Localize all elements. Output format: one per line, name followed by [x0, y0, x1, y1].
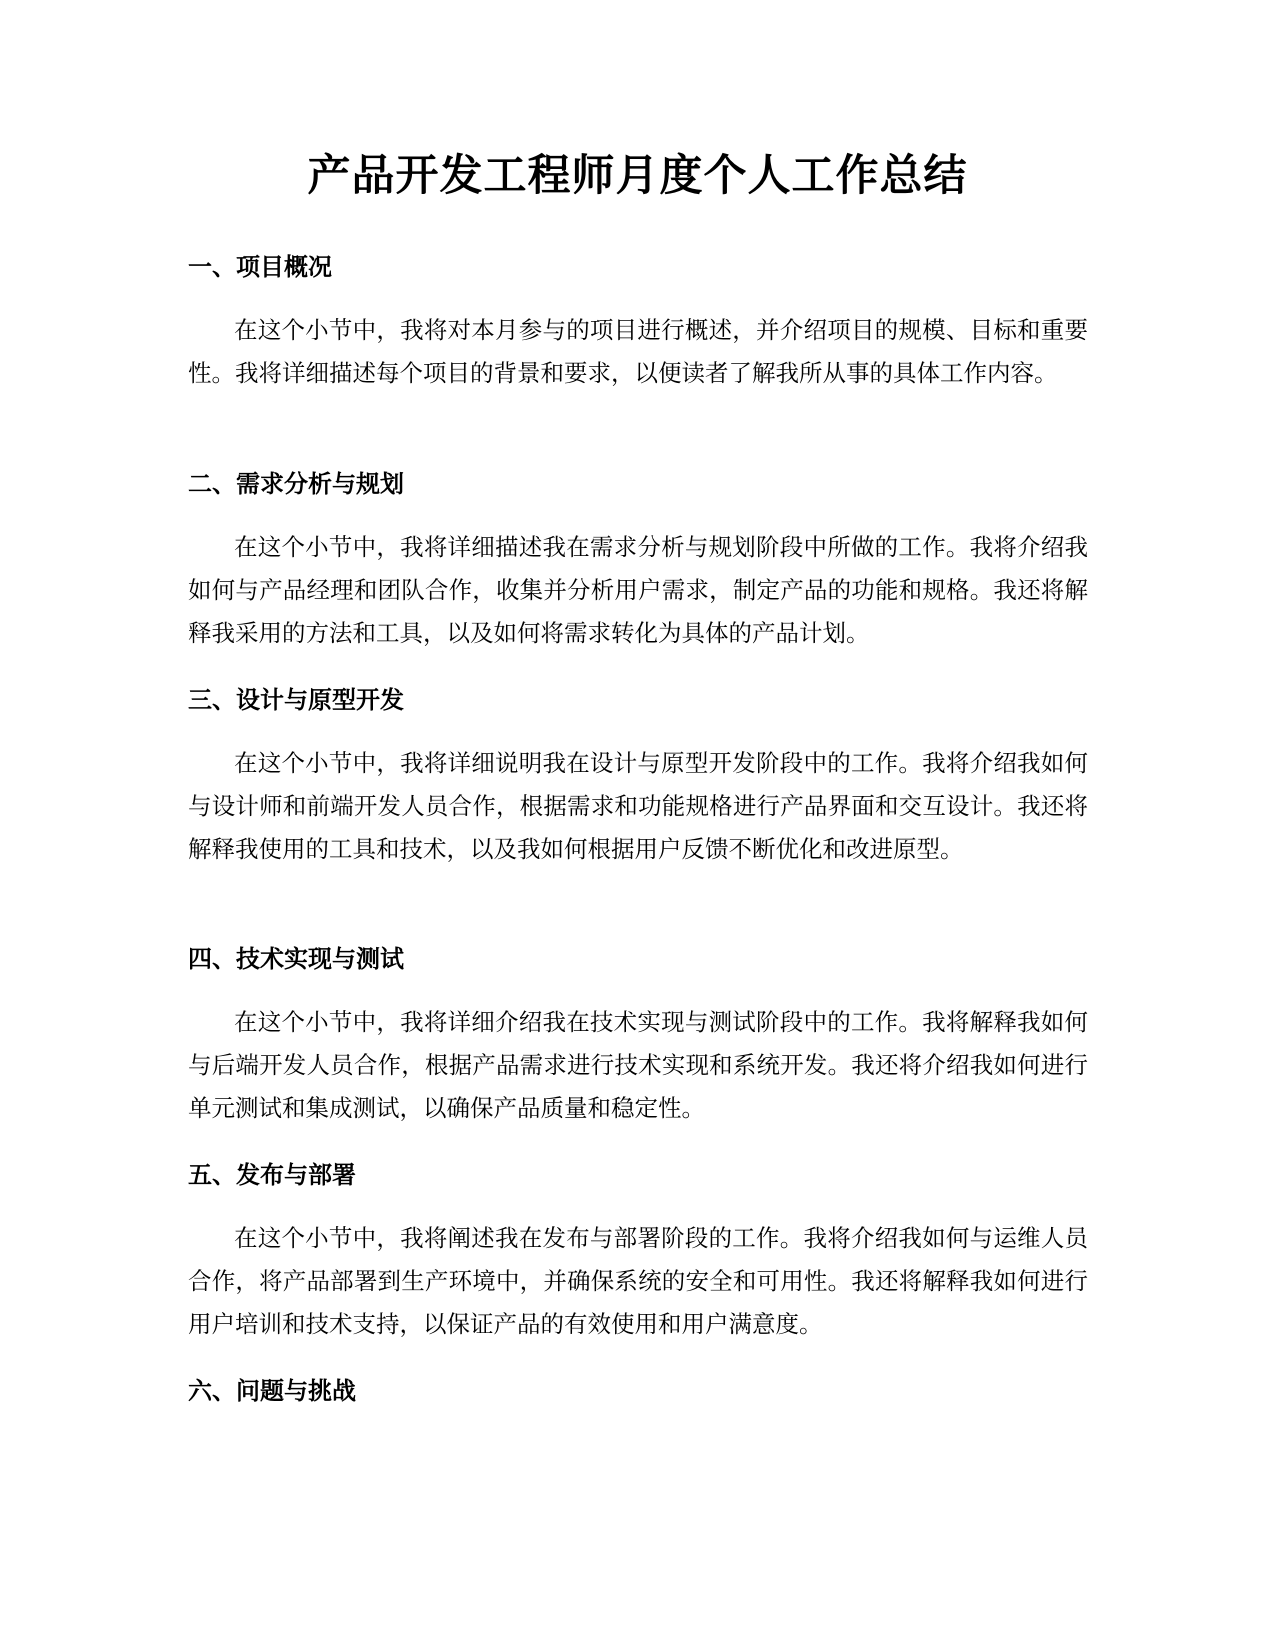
section-heading-requirements-analysis: 二、需求分析与规划	[188, 470, 404, 498]
section-heading-project-overview: 一、项目概况	[188, 253, 332, 281]
section-body-requirements-analysis: 在这个小节中，我将详细描述我在需求分析与规划阶段中所做的工作。我将介绍我如何与产品经理和团队合作，收集并分析用户需求，制定产品的功能和规格。我还将解释我采用的方法和工具，以及如何将需求转化为具体的产品计划。	[188, 533, 1088, 647]
section-heading-release-deployment: 五、发布与部署	[188, 1161, 356, 1189]
section-body-project-overview: 在这个小节中，我将对本月参与的项目进行概述，并介绍项目的规模、目标和重要性。我将详细描述每个项目的背景和要求，以便读者了解我所从事的具体工作内容。	[188, 316, 1088, 387]
section-body-release-deployment: 在这个小节中，我将阐述我在发布与部署阶段的工作。我将介绍我如何与运维人员合作，将产品部署到生产环境中，并确保系统的安全和可用性。我还将解释我如何进行用户培训和技术支持，以保证产品的有效使用和用户满意度。	[188, 1224, 1088, 1338]
section-heading-implementation-testing: 四、技术实现与测试	[188, 945, 404, 973]
section-heading-issues-challenges: 六、问题与挑战	[188, 1377, 356, 1405]
section-heading-design-prototyping: 三、设计与原型开发	[188, 686, 404, 714]
document-title: 产品开发工程师月度个人工作总结	[307, 151, 968, 201]
section-body-implementation-testing: 在这个小节中，我将详细介绍我在技术实现与测试阶段中的工作。我将解释我如何与后端开发人员合作，根据产品需求进行技术实现和系统开发。我还将介绍我如何进行单元测试和集成测试，以确保产品质量和稳定性。	[188, 1008, 1088, 1122]
section-body-design-prototyping: 在这个小节中，我将详细说明我在设计与原型开发阶段中的工作。我将介绍我如何与设计师和前端开发人员合作，根据需求和功能规格进行产品界面和交互设计。我还将解释我使用的工具和技术，以及我如何根据用户反馈不断优化和改进原型。	[188, 749, 1088, 863]
